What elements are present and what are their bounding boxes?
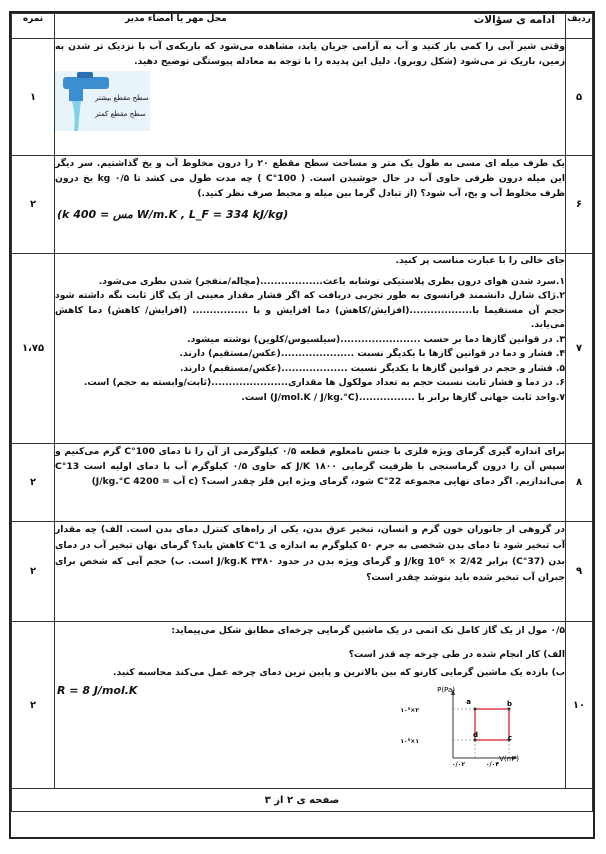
- question-line: ب) بازده یک ماشین گرمایی کارنو که بین بالاترین و پایین ترین دمای چرخه عمل می‌کند محاسبه کنید.: [113, 667, 565, 678]
- pv-diagram: [400, 684, 565, 768]
- xtick-1: ۰/۰۲: [451, 761, 465, 768]
- question-line: ۰/۵ مول از یک گاز کامل تک اتمی در یک ماشین گرمایی چرخه‌ای مطابق شکل می‌پیماید:: [171, 625, 565, 636]
- fill-blank-item: ۳. در قوانین گازها دما بر حسب .......................(سیلسیوس/کلوین) نوشته میشود.: [187, 333, 565, 345]
- fill-blank-item: ۴. فشار و دما در قوانین گازها با یکدیگر نسبت .....................(عکس/مستقیم) دارند.: [179, 348, 565, 359]
- fill-blank-item: ۷.واحد ثابت جهانی گازها برابر با ................(J/mol.K / J/kg.°C) است.: [241, 391, 565, 403]
- point-a: a: [466, 698, 471, 706]
- question-text: یک طرف میله ای مسی به طول یک متر و مساحت سطح مقطع ۲۰ را درون مخلوط آب و یخ گذاشتیم. سر دیگر این میله درون ظرفی حاوی آب در حال جوشیدن است. ( 100°C ) چه مدت طول می کشد تا kg ۰/۵ یخ درون ظرف مخلوط آب و یخ، آب شود؟ (از تبادل گرما بین میله و محیط صرف نظر کنید.): [55, 158, 565, 199]
- question-body: [55, 254, 566, 444]
- question-number: ۹: [566, 522, 593, 622]
- question-row-9: [12, 522, 593, 622]
- point-d: d: [472, 731, 478, 739]
- figure-label-narrow: سطح مقطع کمتر: [95, 110, 146, 118]
- question-body: [55, 522, 566, 622]
- fill-blank-item: ۵. فشار و حجم در قوانین گازها با یکدیگر نسبت ...................(عکس/مستقیم) دارند.: [179, 362, 565, 374]
- question-number: ۷: [566, 254, 593, 444]
- header-seal: محل مهر یا امضاء مدیر: [125, 14, 227, 24]
- graph-xlabel: V(m³): [499, 755, 519, 763]
- question-line: الف) کار انجام شده در طی چرخه چه قدر است؟: [348, 649, 565, 660]
- graph-ylabel: P(Pa): [437, 686, 455, 694]
- fill-blank-item: ۲.ژاک شارل دانشمند فرانسوی به طور تجربی دریافت که اگر فشار مقدار معینی از یک گاز ثابت نگه داشته شود حجم آن مستقیما با..................(افزایش/کاهش) دما افزایش و با ................ (افزایش/ کاهش) دما کاهش می‌یابد.: [55, 290, 565, 330]
- xtick-2: ۰/۰۴: [485, 761, 499, 768]
- question-body: [55, 156, 566, 254]
- question-number: ۸: [566, 444, 593, 522]
- question-body: [55, 622, 566, 789]
- question-row-7: [12, 254, 593, 444]
- question-text: در گروهی از جانوران خون گرم و انسان، تبخیر عرق بدن، یکی از راه‌های کنترل دمای بدن است. الف) چه مقدار آب تبخیر شود تا دمای بدن شخصی به جرم ۵۰ کیلوگرم به اندازه ی 1°C کاهش یابد؟ گرمای نهان تبخیر آب در دمای بدن (37°C) برابر 2/42 × 10⁶ J/kg و گرمای ویژه بدن در حدود ۳۴۸۰ J/kg.K است. ب) حجم آبی که شخص برای جبران آب تبخیر شده باید بنوشد چقدر است؟: [55, 524, 565, 583]
- page-number: صفحه ی ۲ از ۳: [12, 789, 593, 812]
- header-row: [12, 14, 593, 39]
- question-text: برای اندازه گیری گرمای ویژه فلزی با جنس نامعلوم قطعه ۰/۵ کیلوگرمی از آن را تا دمای 100°C گرم می‌کنیم و سپس آن را درون گرماسنجی با ظرفیت گرمایی J/K ۱۸۰۰ که حاوی ۰/۵ کیلوگرم آب با دمای اولیه است 13°C می‌اندازیم. اگر دمای نهایی مجموعه 22°C شود، گرمای ویژه این فلز چقدر است؟ (c آب = 4200 J/kg.°C): [55, 446, 565, 487]
- question-score: ۱،۷۵: [12, 254, 55, 444]
- question-number: ۶: [566, 156, 593, 254]
- figure-label-wide: سطح مقطع بیشتر: [95, 94, 149, 102]
- point-b: b: [506, 700, 512, 708]
- question-body: [55, 39, 566, 156]
- faucet-figure: [55, 71, 205, 131]
- fill-blank-item: ۱.سرد شدن هوای درون بطری پلاستیکی نوشابه باعث..................(مچاله/منفجر) شدن بطری می‌شود.: [98, 275, 565, 287]
- question-row-8: [12, 444, 593, 522]
- question-score: ۱: [12, 39, 55, 156]
- question-body: [55, 444, 566, 522]
- question-score: ۲: [12, 622, 55, 789]
- question-number: ۵: [566, 39, 593, 156]
- header-score-label: نمره: [12, 14, 55, 39]
- question-text: وقتی شیر آبی را کمی باز کنید و آب به آرامی جریان یابد، مشاهده می‌شود که باریکه‌ی آب با نزدیک تر شدن به زمین، باریک تر می‌شود (شکل روبرو). دلیل این پدیده را با توجه به معادله پیوستگی توضیح دهید.: [55, 41, 565, 67]
- question-intro: جای خالی را با عبارت مناسب پر کنید.: [395, 255, 565, 266]
- question-score: ۲: [12, 522, 55, 622]
- point-c: c: [507, 734, 512, 742]
- gas-constant: R = 8 J/mol.K: [57, 684, 138, 697]
- footer-row: [12, 789, 593, 812]
- exam-page: [9, 11, 595, 839]
- question-score: ۲: [12, 444, 55, 522]
- question-number: ۱۰: [566, 622, 593, 789]
- question-score: ۲: [12, 156, 55, 254]
- question-row-10: [12, 622, 593, 789]
- constants-formula: (k مس = 400 W/m.K , L_F = 334 kJ/kg): [57, 208, 289, 221]
- questions-table: [11, 13, 593, 812]
- question-row-5: [12, 39, 593, 156]
- header-title: ادامه ی سؤالات: [473, 14, 555, 26]
- header-num-label: ردیف: [566, 14, 593, 39]
- pv-graph: [400, 684, 565, 768]
- ytick-low: ۱×۱۰⁵: [400, 738, 419, 745]
- header-title-cell: [55, 14, 566, 39]
- fill-blank-item: ۶. در دما و فشار ثابت نسبت حجم به تعداد مولکول ها مقداری......................(ثابت/وابسته به حجم) است.: [83, 377, 565, 388]
- question-row-6: [12, 156, 593, 254]
- ytick-high: ۲×۱۰⁵: [400, 707, 419, 714]
